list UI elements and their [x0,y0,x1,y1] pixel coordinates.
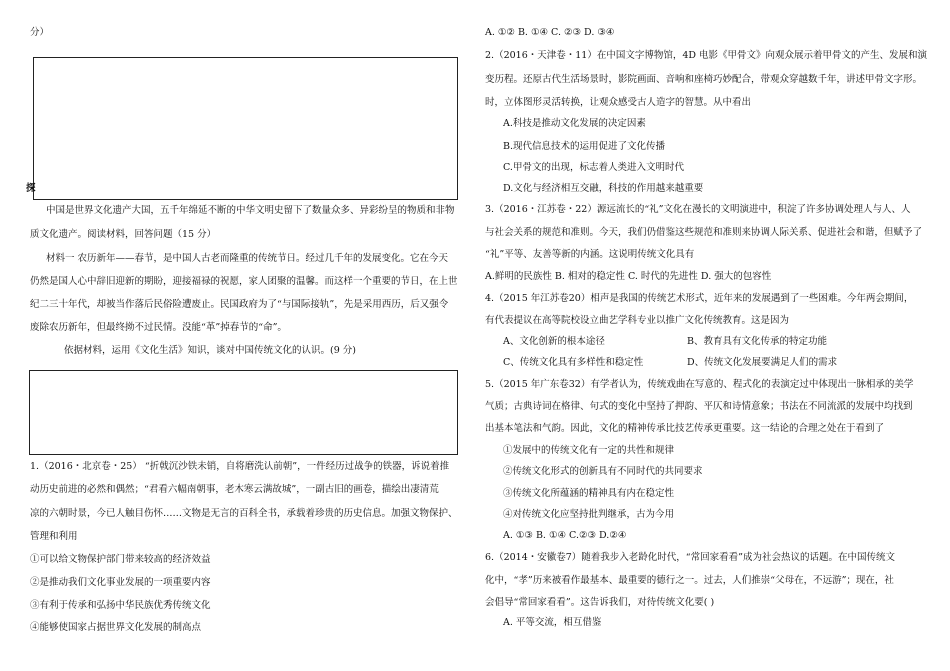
q0-options: A. ①② B. ①④ C. ②③ D. ③④ [485,27,615,38]
q1-option: ①可以给文物保护部门带来较高的经济效益 [30,554,211,565]
top-fragment: 分） [30,27,50,38]
q1-line: 动历史前进的必然和偶然；“君看六幅南朝事，老木寒云满故城”，一副古旧的画卷，描绘出凄清荒 [30,484,439,495]
passage-line: 纪二三十年代，却被当作落后民俗险遭废止。民国政府为了“与国际接轨”，先是采用西历，后又强令 [30,299,449,310]
q6-line: 6.（2014・安徽卷7）随着我步入老龄化时代，“常回家看看”成为社会热议的话题。在中国传统文 [485,552,895,563]
q2-line: 变历程。还原古代生活场景时，影院画面、音响和座椅巧妙配合，带观众穿越数千年，讲述甲骨文字形。 [485,74,923,85]
q3-line: 3.（2016・江苏卷・22）源远流长的“礼”文化在漫长的文明演进中，积淀了许多协调处理人与人、人 [485,204,911,215]
q5-line: 出基本笔法和气韵。因此，文化的精神传承比技艺传承更重要。这一结论的合理之处在于看到了 [485,423,885,434]
q6-line: 会倡导“常回家看看”。这告诉我们，对待传统文化要( ) [485,597,715,608]
q4-option-b: B、教育具有文化传承的特定功能 [687,336,827,347]
q2-option: D.文化与经济相互交融，科技的作用越来越重要 [503,183,704,194]
q5-item: ④对传统文化应坚持批判继承，古为今用 [503,509,675,520]
q5-item: ③传统文化所蕴涵的精神具有内在稳定性 [503,488,675,499]
q4-option-a: A、文化创新的根本途径 [503,336,605,347]
q4-line: 有代表提议在高等院校设立曲艺学科专业以推广文化传统教育。这是因为 [485,315,790,326]
q1-option: ④能够使国家占据世界文化发展的制高点 [30,622,202,633]
passage-line: 废除农历新年，但最终拗不过民情。没能“革”掉春节的“命”。 [30,322,287,333]
q5-line: 气质；古典诗词在格律、句式的变化中坚持了押韵、平仄和诗情意象；书法在不同流派的发展中均找到 [485,401,913,412]
q2-option: A.科技是推动文化发展的决定因素 [503,118,646,129]
q2-option: C.甲骨文的出现，标志着人类进入文明时代 [503,162,684,173]
answer-box-2 [29,370,458,455]
q5-item: ①发展中的传统文化有一定的共性和规律 [503,445,675,456]
q1-option: ②是推动我们文化事业发展的一项重要内容 [30,577,211,588]
q6-line: 化中，“孝”历来被看作最基本、最重要的德行之一。过去，人们推崇“父母在，不远游”；现在，社 [485,575,894,586]
q4-line: 4.（2015 年江苏卷20）相声是我国的传统艺术形式，近年来的发展遇到了一些困难。今年两会期间， [485,293,914,304]
passage-line: 仍然是国人心中辞旧迎新的期盼，迎接福禄的祝愿，家人团聚的温馨。而这样一个重要的节日，在上世 [30,276,458,287]
question-prompt: 依据材料，运用《文化生活》知识，谈对中国传统文化的认识。(9 分) [64,345,356,356]
passage-line: 材料一 农历新年——春节，是中国人古老而隆重的传统节日。经过几千年的发展变化。它在今天 [46,253,449,264]
q1-option: ③有利于传承和弘扬中华民族优秀传统文化 [30,600,211,611]
cut-char: 探 [26,183,36,194]
q1-line: 凉的六朝时景，今已人触目伤怀……文物是无言的百科全书，承载着珍贵的历史信息。加强文物保护、 [30,508,458,519]
q2-option: B.现代信息技术的运用促进了文化传播 [503,141,666,152]
passage-line: 中国是世界文化遗产大国，五千年绵延不断的中华文明史留下了数量众多、异彩纷呈的物质和非物 [46,205,455,216]
q4-option-c: C、传统文化具有多样性和稳定性 [503,357,644,368]
passage-line: 质文化遗产。阅读材料，回答问题（15 分） [30,229,217,240]
answer-box-1 [33,57,458,200]
q3-options: A.鲜明的民族性 B. 相对的稳定性 C. 时代的先进性 D. 强大的包容性 [485,271,772,282]
q5-options: A. ①③ B. ①④ C.②③ D.②④ [503,530,627,541]
q4-option-d: D、传统文化发展要满足人们的需求 [687,357,838,368]
q3-line: “礼”平等、友善等新的内涵。这说明传统文化具有 [485,249,695,260]
q6-option-a: A. 平等交流，相互借鉴 [503,617,602,628]
q1-line: 1.（2016・北京卷・25） “折戟沉沙铁未销，自将磨洗认前朝”，一件经历过战争的铁器，诉说着推 [30,461,450,472]
q3-line: 与社会关系的规范和准则。今天，我们仍借鉴这些规范和准则来协调人际关系、促进社会和谐，但赋予了 [485,227,923,238]
q2-line: 时，立体图形灵活转换，让观众感受古人造字的智慧。从中看出 [485,97,752,108]
q2-line: 2.（2016・天津卷・11）在中国文字博物馆，4D 电影《甲骨文》向观众展示着甲骨文的产生、发展和演 [485,50,928,61]
q5-line: 5.（2015 年广东卷32）有学者认为，传统戏曲在写意的、程式化的表演定过中体现出一脉相承的美学 [485,379,914,390]
q5-item: ②传统文化形式的创新具有不同时代的共同要求 [503,466,703,477]
q1-line: 管理和利用 [30,531,78,542]
